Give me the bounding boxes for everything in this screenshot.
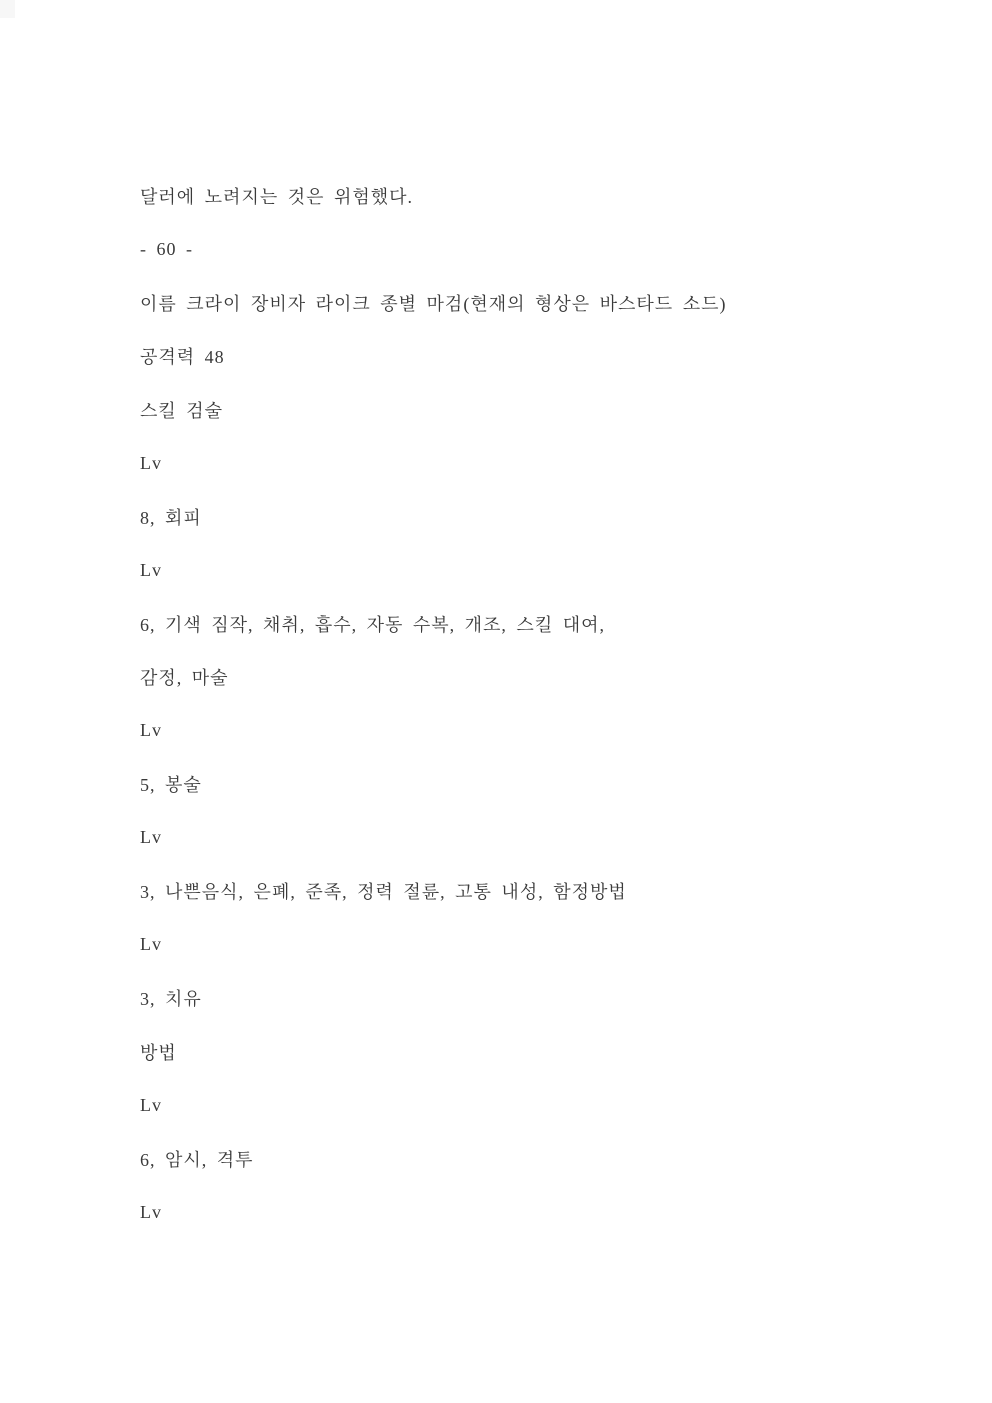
- text-line: 방법: [140, 1042, 177, 1063]
- text-line: Lv: [140, 934, 162, 955]
- text-line: 공격력 48: [140, 347, 225, 368]
- text-line: 5, 봉술: [140, 775, 202, 796]
- corner-scan-artifact: [0, 0, 15, 18]
- text-line: Lv: [140, 452, 162, 473]
- document-page: [140, 169, 932, 1239]
- text-line: Lv: [140, 827, 162, 848]
- text-line: 달러에 노려지는 것은 위험했다.: [140, 186, 414, 207]
- text-line: 스킬 검술: [140, 400, 224, 421]
- text-line: Lv: [140, 1094, 162, 1115]
- text-line: 6, 암시, 격투: [140, 1149, 254, 1170]
- text-line: Lv: [140, 1201, 162, 1222]
- text-line: Lv: [140, 720, 162, 741]
- text-line: 3, 나쁜음식, 은폐, 준족, 정력 절륜, 고통 내성, 함정방법: [140, 882, 627, 903]
- page-number-line: - 60 -: [140, 238, 193, 259]
- text-line: 3, 치유: [140, 989, 202, 1010]
- text-line: Lv: [140, 559, 162, 580]
- text-line: 8, 회피: [140, 507, 202, 528]
- text-line: 이름 크라이 장비자 라이크 종별 마검(현재의 형상은 바스타드 소드): [140, 293, 727, 314]
- text-line: 감정, 마술: [140, 668, 229, 689]
- text-line: 6, 기색 짐작, 채취, 흡수, 자동 수복, 개조, 스킬 대여,: [140, 614, 605, 635]
